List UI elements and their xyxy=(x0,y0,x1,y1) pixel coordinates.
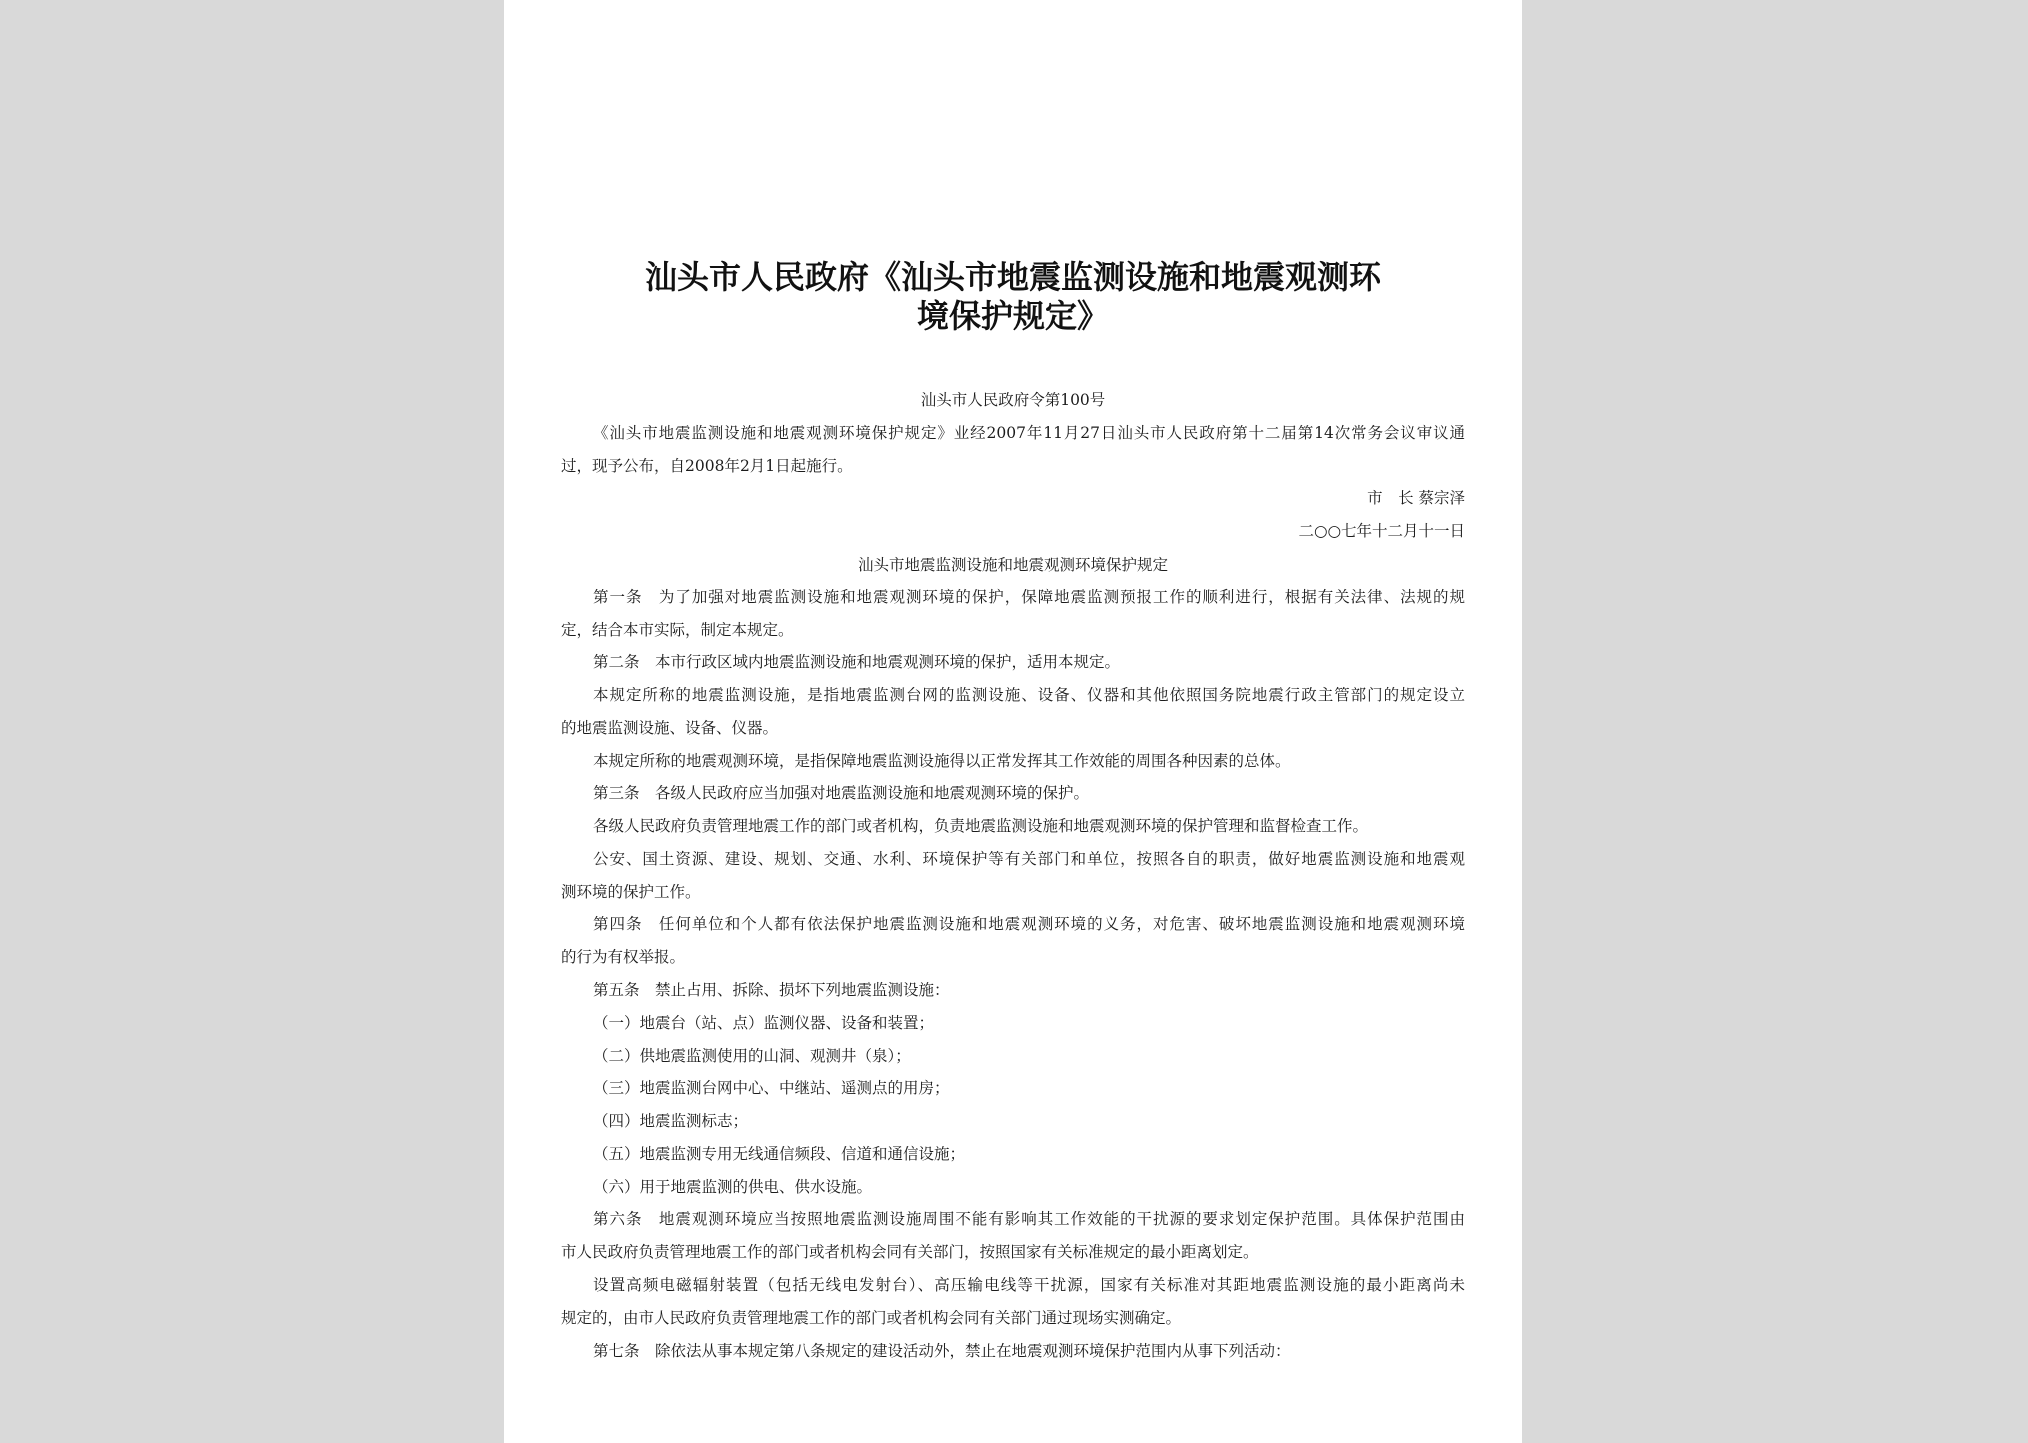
paragraph-line: 第七条 除依法从事本规定第八条规定的建设活动外，禁止在地震观测环境保护范围内从事下列活动： xyxy=(593,1342,1291,1360)
paragraph-line: 本规定所称的地震监测设施，是指地震监测台网的监测设施、设备、仪器和其他依照国务院地震行政主管部门的规定设立 xyxy=(593,686,1465,704)
preamble-line-2: 过，现予公布，自2008年2月1日起施行。 xyxy=(561,457,853,475)
document-title-line-1: 汕头市人民政府《汕头市地震监测设施和地震观测环 xyxy=(644,258,1381,296)
paragraph-line: 定，结合本市实际，制定本规定。 xyxy=(561,621,794,639)
preamble-line-1: 《汕头市地震监测设施和地震观测环境保护规定》业经2007年11月27日汕头市人民政府第十二届第14次常务会议审议通 xyxy=(593,424,1465,442)
paragraph-line: 测环境的保护工作。 xyxy=(561,883,701,901)
paragraph-line: 的地震监测设施、设备、仪器。 xyxy=(561,719,779,737)
paragraph-line: 本规定所称的地震观测环境，是指保障地震监测设施得以正常发挥其工作效能的周围各种因素的总体。 xyxy=(593,752,1291,770)
document-title-line-2: 境保护规定》 xyxy=(916,297,1109,335)
paragraph-line: （一）地震台（站、点）监测仪器、设备和装置； xyxy=(593,1014,935,1032)
paragraph-line: 第四条 任何单位和个人都有依法保护地震监测设施和地震观测环境的义务，对危害、破坏地震监测设施和地震观测环境 xyxy=(593,915,1465,933)
document-title xyxy=(564,258,1462,336)
order-number: 汕头市人民政府令第100号 xyxy=(920,391,1106,409)
paragraph-line: 的行为有权举报。 xyxy=(561,948,686,966)
paragraph-line: 第二条 本市行政区域内地震监测设施和地震观测环境的保护，适用本规定。 xyxy=(593,653,1121,671)
paragraph-line: （五）地震监测专用无线通信频段、信道和通信设施； xyxy=(593,1145,966,1163)
paragraph-line: 第一条 为了加强对地震监测设施和地震观测环境的保护，保障地震监测预报工作的顺利进行，根据有关法律、法规的规 xyxy=(593,588,1465,606)
paragraph-line: 第六条 地震观测环境应当按照地震监测设施周围不能有影响其工作效能的干扰源的要求划定保护范围。具体保护范围由 xyxy=(593,1210,1465,1228)
paragraph-line: （三）地震监测台网中心、中继站、遥测点的用房； xyxy=(593,1079,950,1097)
paragraph-line: 设置高频电磁辐射装置（包括无线电发射台）、高压输电线等干扰源，国家有关标准对其距地震监测设施的最小距离尚未 xyxy=(593,1276,1465,1294)
paragraph-line: 公安、国土资源、建设、规划、交通、水利、环境保护等有关部门和单位，按照各自的职责，做好地震监测设施和地震观 xyxy=(593,850,1465,868)
mayor-signature: 市 长 蔡宗泽 xyxy=(1367,489,1465,507)
paragraph-line: 各级人民政府负责管理地震工作的部门或者机构，负责地震监测设施和地震观测环境的保护管理和监督检查工作。 xyxy=(593,817,1369,835)
paragraph-line: （六）用于地震监测的供电、供水设施。 xyxy=(593,1178,873,1196)
paragraph-line: 第三条 各级人民政府应当加强对地震监测设施和地震观测环境的保护。 xyxy=(593,784,1090,802)
paragraph-line: 第五条 禁止占用、拆除、损坏下列地震监测设施： xyxy=(593,981,950,999)
paragraph-line: 市人民政府负责管理地震工作的部门或者机构会同有关部门，按照国家有关标准规定的最小距离划定。 xyxy=(561,1243,1259,1261)
paragraph-line: （二）供地震监测使用的山洞、观测井（泉）； xyxy=(593,1047,911,1065)
paragraph-line: 规定的，由市人民政府负责管理地震工作的部门或者机构会同有关部门通过现场实测确定。 xyxy=(561,1309,1182,1327)
document-page xyxy=(504,0,1522,1443)
issue-date: 二○○七年十二月十一日 xyxy=(1298,522,1465,540)
paragraph-line: （四）地震监测标志； xyxy=(593,1112,749,1130)
regulation-title: 汕头市地震监测设施和地震观测环境保护规定 xyxy=(857,556,1168,574)
